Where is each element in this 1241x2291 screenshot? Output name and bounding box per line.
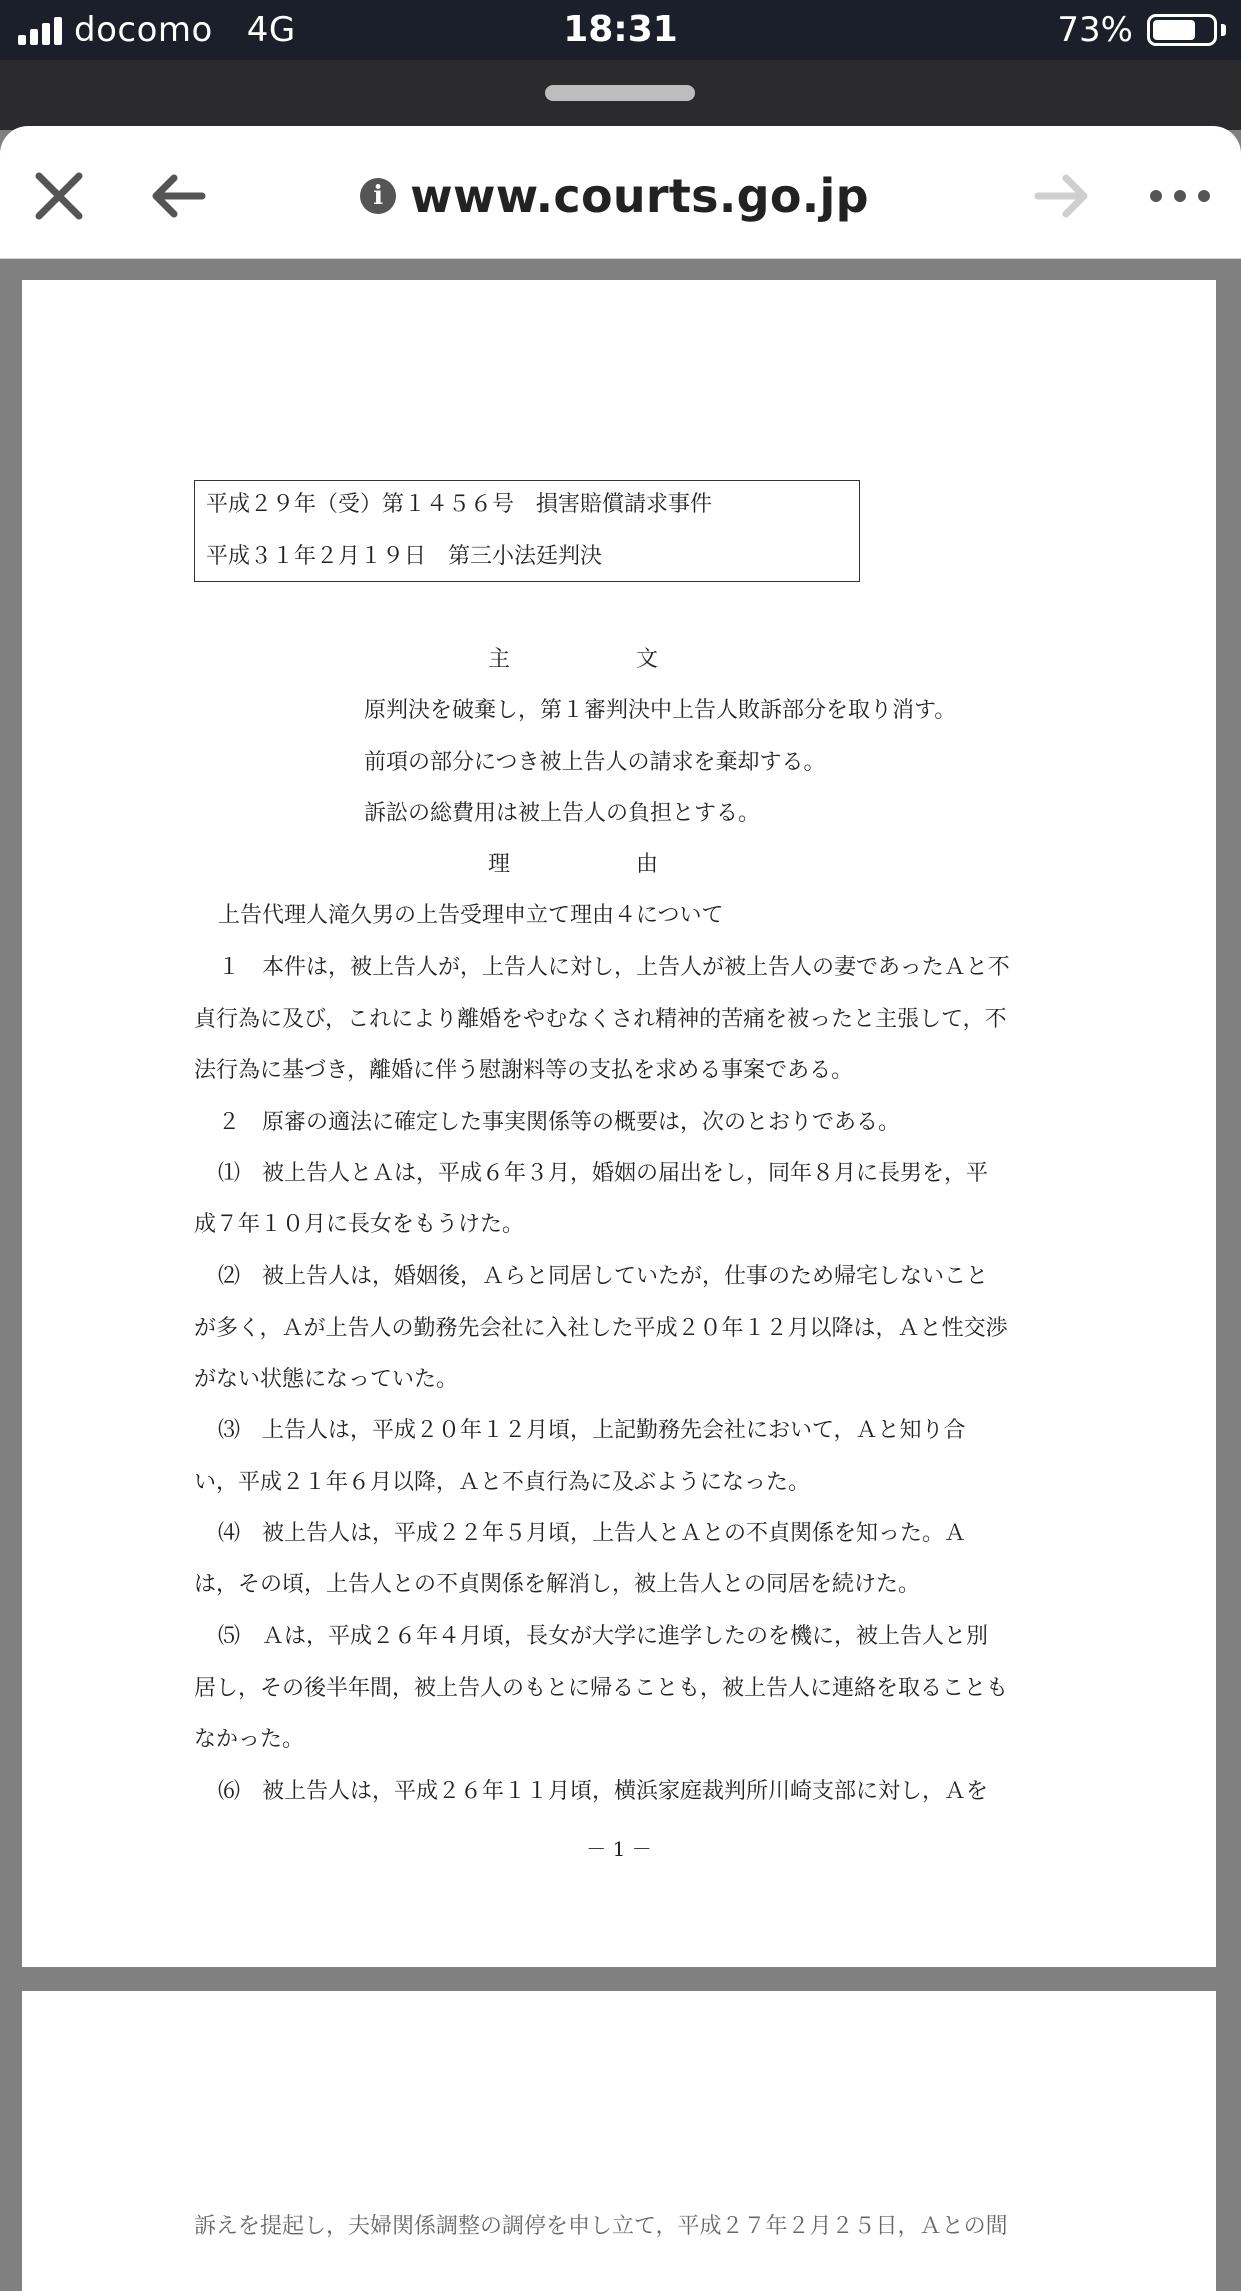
forward-arrow-icon — [1034, 172, 1090, 220]
reason-line: なかった。 — [194, 1727, 305, 1752]
status-bar — [0, 0, 1241, 60]
reason-line: ２ 原審の適法に確定した事実関係等の概要は，次のとおりである。 — [218, 1110, 901, 1135]
reason-line: 貞行為に及び，これにより離婚をやむなくされ精神的苦痛を被ったと主張して，不 — [194, 1007, 1007, 1032]
battery-icon — [1147, 14, 1217, 46]
reason-line: が多く，Ａが上告人の勤務先会社に入社した平成２０年１２月以降は，Ａと性交渉 — [194, 1316, 1008, 1341]
case-number-line: 平成２９年（受）第１４５６号 損害賠償請求事件 — [206, 492, 713, 517]
reason-line: ⑷ 被上告人は，平成２２年５月頃，上告人とＡとの不貞関係を知った。Ａ — [218, 1521, 967, 1546]
sheet-grabber-handle[interactable] — [545, 85, 695, 101]
sheet-backdrop — [0, 60, 1241, 130]
reason-line: ⑹ 被上告人は，平成２６年１１月頃，横浜家庭裁判所川崎支部に対し，Ａを — [218, 1779, 989, 1804]
reason-line: 上告代理人滝久男の上告受理申立て理由４について — [218, 903, 724, 928]
heading-main-char-1: 主 — [488, 647, 511, 672]
pdf-page-2 — [22, 1991, 1216, 2291]
reason-line: は，その頃，上告人との不貞関係を解消し，被上告人との同居を続けた。 — [194, 1572, 921, 1597]
page2-first-line: 訴えを提起し，夫婦関係調整の調停を申し立て，平成２７年２月２５日，Ａとの間 — [194, 2214, 1008, 2239]
clock: 18:31 — [563, 9, 678, 50]
pdf-page-1 — [22, 280, 1216, 1967]
network-type: 4G — [246, 10, 296, 50]
reason-line: 居し，その後半年間，被上告人のもとに帰ることも，被上告人に連絡を取ることも — [194, 1676, 1009, 1701]
battery-fill — [1153, 20, 1195, 40]
forward-button[interactable] — [1030, 164, 1094, 228]
battery-percentage: 73% — [1057, 10, 1133, 50]
reason-line: 成７年１０月に長女をもうけた。 — [194, 1212, 525, 1237]
reason-line: い，平成２１年６月以降，Ａと不貞行為に及ぶようになった。 — [194, 1470, 811, 1495]
browser-toolbar — [0, 126, 1241, 259]
url-text: www.courts.go.jp — [410, 169, 869, 223]
info-icon[interactable]: i — [360, 178, 396, 214]
reason-line: ⑸ Ａは，平成２６年４月頃，長女が大学に進学したのを機に，被上告人と別 — [218, 1624, 989, 1649]
heading-reason-char-1: 理 — [488, 852, 511, 877]
main-text-line: 前項の部分につき被上告人の請求を棄却する。 — [364, 750, 826, 775]
more-icon — [1148, 186, 1212, 206]
page-number: － 1 － — [586, 1837, 652, 1861]
reason-line: 法行為に基づき，離婚に伴う慰謝料等の支払を求める事案である。 — [194, 1058, 854, 1083]
reason-line: ⑴ 被上告人とＡは，平成６年３月，婚姻の届出をし，同年８月に長男を，平 — [218, 1161, 989, 1186]
reason-line: １ 本件は，被上告人が，上告人に対し，上告人が被上告人の妻であったＡと不 — [218, 955, 1010, 980]
heading-main-char-2: 文 — [636, 647, 659, 672]
main-text-line: 訴訟の総費用は被上告人の負担とする。 — [364, 801, 761, 826]
more-button[interactable] — [1148, 164, 1212, 228]
battery-tip — [1221, 24, 1226, 36]
main-text-line: 原判決を破棄し，第１審判決中上告人敗訴部分を取り消す。 — [364, 698, 957, 723]
carrier-name: docomo — [74, 10, 213, 50]
reason-line: がない状態になっていた。 — [194, 1367, 459, 1392]
heading-reason-char-2: 由 — [636, 852, 659, 877]
judgment-date-line: 平成３１年２月１９日 第三小法廷判決 — [206, 544, 603, 569]
reason-line: ⑶ 上告人は，平成２０年１２月頃，上記勤務先会社において，Ａと知り合 — [218, 1418, 966, 1443]
reason-line: ⑵ 被上告人は，婚姻後，Ａらと同居していたが，仕事のため帰宅しないこと — [218, 1264, 989, 1289]
